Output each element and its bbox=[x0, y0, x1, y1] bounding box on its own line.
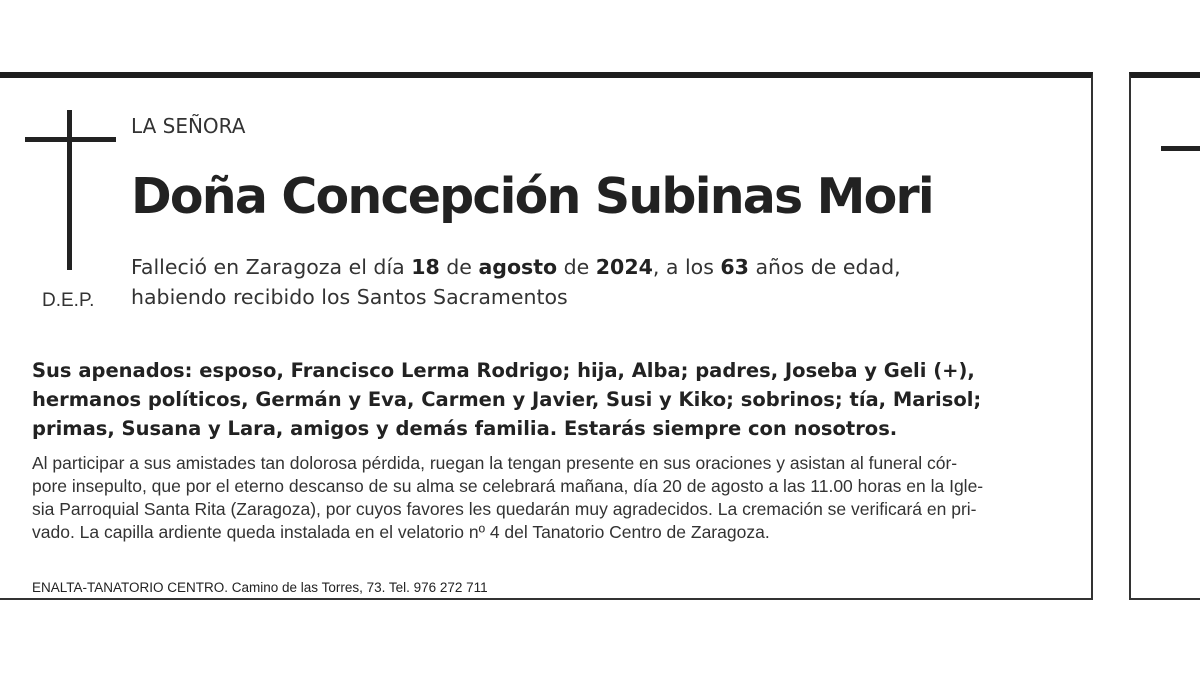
death-text: años de edad, bbox=[748, 255, 901, 279]
death-age: 63 bbox=[720, 255, 749, 279]
mourners-line: hermanos políticos, Germán y Eva, Carmen y Javier, Susi y Kiko; sobrinos; tía, Marisol; bbox=[32, 388, 982, 411]
details-line: pore insepulto, que por el eterno descanso de su alma se celebrará mañana, día 20 de agosto a las 11.00 horas en la Igle- bbox=[32, 476, 984, 496]
cross-icon-bar bbox=[25, 137, 116, 142]
death-text: , a los bbox=[652, 255, 721, 279]
details-line: Al participar a sus amistades tan dolorosa pérdida, ruegan la tengan presente en sus oraciones y asistan al funeral cór- bbox=[32, 453, 958, 473]
adjacent-cross-icon bbox=[1161, 146, 1200, 151]
death-text: de bbox=[439, 255, 479, 279]
mourners-line: Sus apenados: esposo, Francisco Lerma Rodrigo; hija, Alba; padres, Joseba y Geli (+), bbox=[32, 359, 975, 382]
death-year: 2024 bbox=[595, 255, 653, 279]
cross-icon bbox=[67, 110, 72, 270]
dep-label: D.E.P. bbox=[42, 290, 95, 311]
details-line: sia Parroquial Santa Rita (Zaragoza), por cuyos favores les quedarán muy agradecidos. La cremación se verificará en pri- bbox=[32, 499, 977, 519]
death-line-1 bbox=[131, 252, 901, 282]
funeral-details bbox=[32, 452, 983, 544]
death-text: de bbox=[557, 255, 596, 279]
mourners-block bbox=[32, 356, 981, 443]
death-day: 18 bbox=[411, 255, 440, 279]
death-text: Falleció en Zaragoza el día bbox=[131, 255, 412, 279]
death-line-2: habiendo recibido los Santos Sacramentos bbox=[131, 285, 568, 309]
mourners-line: primas, Susana y Lara, amigos y demás familia. Estarás siempre con nosotros. bbox=[32, 417, 898, 440]
funeral-home-footer: ENALTA-TANATORIO CENTRO. Camino de las Torres, 73. Tel. 976 272 711 bbox=[32, 580, 488, 595]
details-line: vado. La capilla ardiente queda instalada en el velatorio nº 4 del Tanatorio Centro de Zaragoza. bbox=[32, 522, 770, 542]
intro-label: LA SEÑORA bbox=[131, 114, 246, 138]
death-month: agosto bbox=[478, 255, 558, 279]
death-details bbox=[131, 252, 901, 312]
adjacent-notice bbox=[1129, 72, 1200, 600]
deceased-name: Doña Concepción Subinas Mori bbox=[131, 168, 933, 225]
